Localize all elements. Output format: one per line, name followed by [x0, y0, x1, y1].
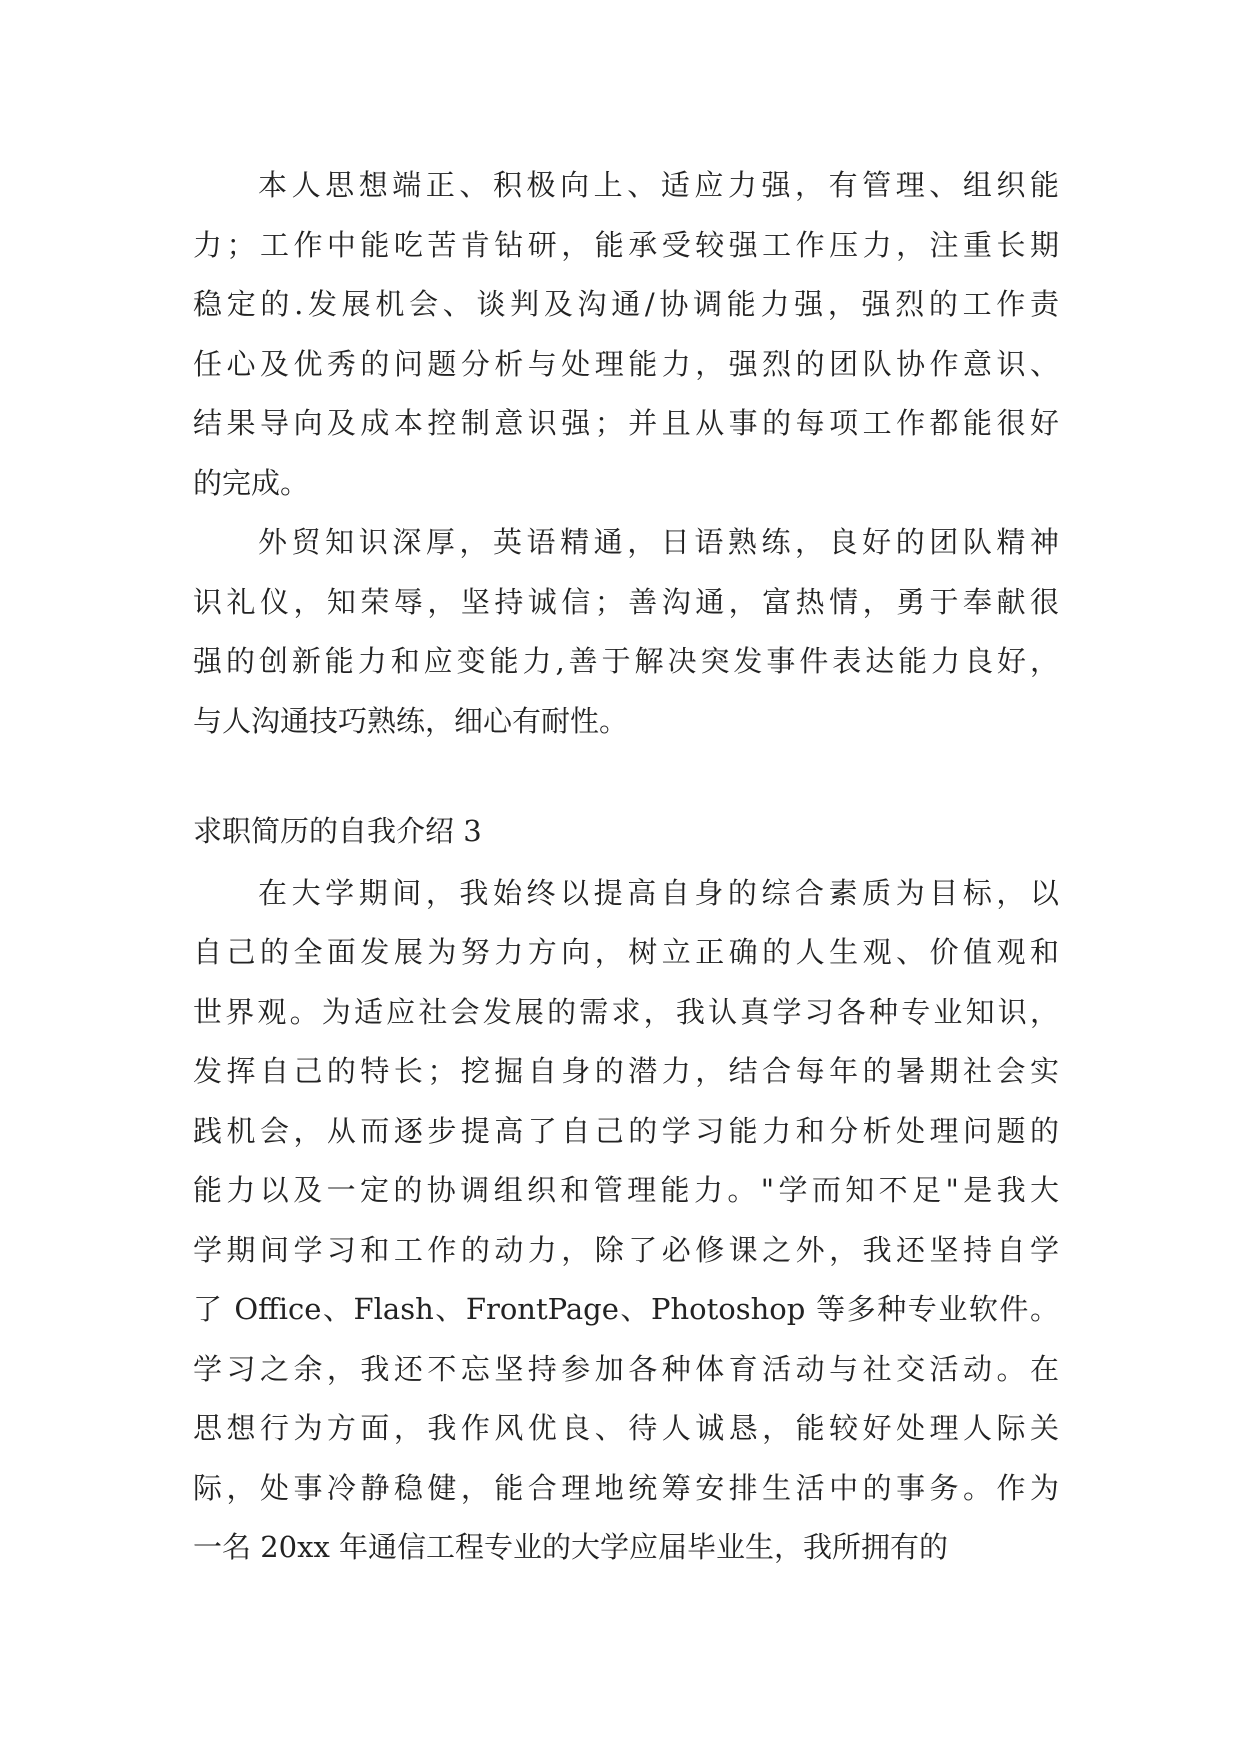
text-line: 在大学期间，我始终以提高自身的综合素质为目标，以: [258, 875, 1059, 910]
text-line: 自己的全面发展为努力方向，树立正确的人生观、价值观和: [193, 935, 1059, 969]
section-paragraphs: [193, 864, 1059, 1578]
paragraph: [193, 513, 1059, 751]
paragraph: [193, 864, 1059, 1578]
text-line: 学期间学习和工作的动力，除了必修课之外，我还坚持自学: [193, 1232, 1059, 1267]
text-line: 本人思想端正、积极向上、适应力强，有管理、组织能: [258, 168, 1059, 202]
text-line: 一名 20xx 年通信工程专业的大学应届毕业生，我所拥有的: [193, 1530, 949, 1564]
text-line: 强的创新能力和应变能力,善于解决突发事件表达能力良好，: [193, 644, 1059, 678]
text-line: 世界观。为适应社会发展的需求，我认真学习各种专业知识，: [193, 994, 1059, 1029]
text-line: 力；工作中能吃苦肯钻研，能承受较强工作压力，注重长期: [193, 227, 1059, 262]
section-heading: 求职简历的自我介绍 3: [193, 814, 482, 848]
text-line: 与人沟通技巧熟练，细心有耐性。: [193, 703, 629, 738]
text-line: 发挥自己的特长；挖掘自身的潜力，结合每年的暑期社会实: [193, 1054, 1059, 1088]
text-line: 稳定的.发展机会、谈判及沟通/协调能力强，强烈的工作责: [193, 287, 1059, 321]
text-line: 外贸知识深厚，英语精通，日语熟练，良好的团队精神: [258, 525, 1059, 559]
text-line: 思想行为方面，我作风优良、待人诚恳，能较好处理人际关: [193, 1411, 1059, 1445]
text-line: 识礼仪，知荣辱，坚持诚信；善沟通，富热情，勇于奉献很: [193, 584, 1059, 619]
intro-paragraphs: [193, 156, 1059, 751]
text-line: 的完成。: [193, 465, 310, 500]
text-line: 际，处事冷静稳健，能合理地统筹安排生活中的事务。作为: [193, 1470, 1059, 1505]
text-line: 了 Office、Flash、FrontPage、Photoshop 等多种专业软件。: [193, 1292, 1059, 1326]
text-line: 学习之余，我还不忘坚持参加各种体育活动与社交活动。在: [193, 1351, 1059, 1386]
text-line: 任心及优秀的问题分析与处理能力，强烈的团队协作意识、: [193, 346, 1059, 381]
text-line: 践机会，从而逐步提高了自己的学习能力和分析处理问题的: [193, 1113, 1059, 1148]
text-line: 能力以及一定的协调组织和管理能力。"学而知不足"是我大: [193, 1173, 1059, 1207]
document-page: [193, 156, 1059, 1578]
text-line: 结果导向及成本控制意识强；并且从事的每项工作都能很好: [193, 406, 1059, 440]
paragraph: [193, 156, 1059, 513]
